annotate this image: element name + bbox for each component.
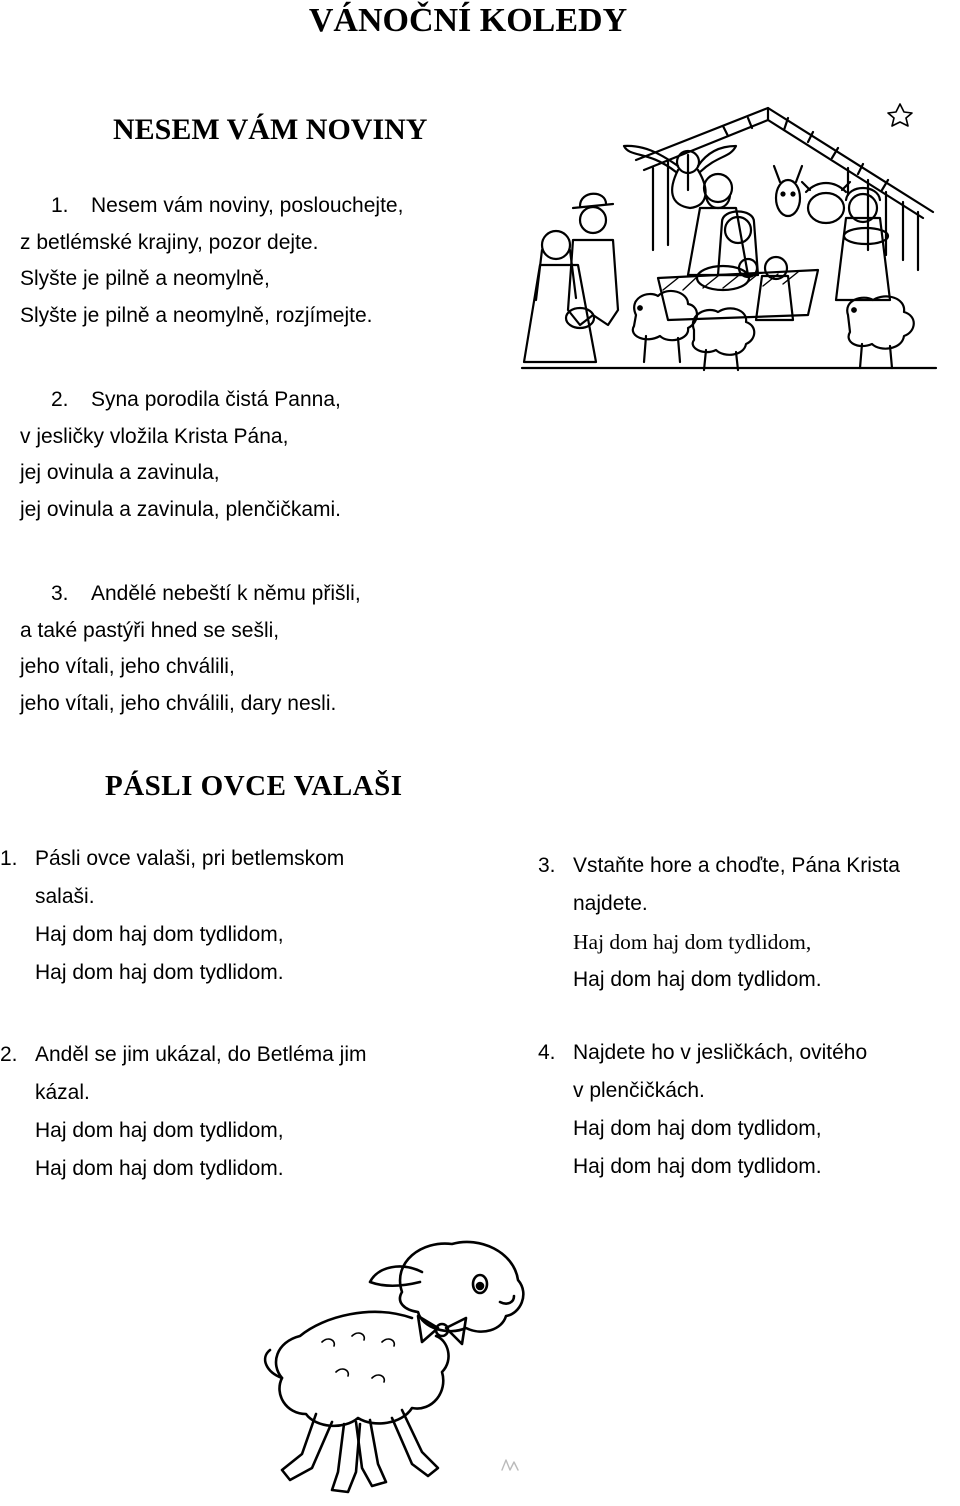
lamb-illustration — [252, 1232, 552, 1502]
verse-line: 2. Anděl se jim ukázal, do Betléma jim — [0, 1036, 366, 1074]
song2-verse-1 — [0, 840, 344, 992]
verse-line: Haj dom haj dom tydlidom, — [573, 1117, 822, 1140]
verse-line: salaši. — [35, 885, 95, 908]
verse-line: v plenčičkách. — [573, 1079, 705, 1102]
verse-number: 3. — [538, 854, 556, 877]
verse-line: kázal. — [35, 1081, 90, 1104]
verse-line: Haj dom haj dom tydlidom. — [35, 961, 284, 984]
song1-verse-1 — [20, 188, 403, 334]
verse-line: Haj dom haj dom tydlidom. — [573, 1155, 822, 1178]
verse-line: Haj dom haj dom tydlidom, — [35, 923, 284, 946]
verse-line: z betlémské krajiny, pozor dejte. — [20, 230, 319, 254]
verse-line: Slyšte je pilně a neomylně, — [20, 267, 270, 290]
verse-line: jej ovinula a zavinula, plenčičkami. — [20, 497, 341, 521]
verse-number: 2. — [0, 1043, 18, 1066]
verse-line: 2. Syna porodila čistá Panna, — [20, 382, 341, 419]
song1-verse-2 — [20, 382, 341, 528]
verse-line: 3. Vstaňte hore a choďte, Pána Krista — [538, 847, 900, 885]
song2-verse-4 — [538, 1034, 867, 1186]
verse-line: Haj dom haj dom tydlidom, — [573, 930, 812, 954]
verse-number: 1. — [51, 194, 69, 217]
verse-number: 3. — [51, 582, 69, 605]
song2-verse-3 — [538, 847, 900, 999]
verse-number: 4. — [538, 1041, 556, 1064]
verse-line: jeho vítali, jeho chválili, — [20, 655, 235, 678]
page-title: VÁNOČNÍ KOLEDY — [308, 2, 628, 39]
verse-number: 2. — [51, 388, 69, 411]
verse-line: Haj dom haj dom tydlidom. — [35, 1157, 284, 1180]
verse-line: 3. Andělé nebeští k němu přišli, — [20, 576, 361, 613]
verse-line: Haj dom haj dom tydlidom. — [573, 968, 822, 991]
verse-line: a také pastýři hned se sešli, — [20, 618, 280, 642]
song-title-pasli-ovce-valasi: PÁSLI OVCE VALAŠI — [105, 770, 403, 802]
verse-line: v jesličky vložila Krista Pána, — [20, 424, 289, 448]
song2-verse-2 — [0, 1036, 366, 1188]
verse-number: 1. — [0, 847, 18, 870]
nativity-scene-illustration — [518, 100, 938, 375]
verse-line: 1. Pásli ovce valaši, pri betlemskom — [0, 840, 344, 878]
verse-line: 1. Nesem vám noviny, poslouchejte, — [20, 188, 403, 225]
verse-line: jej ovinula a zavinula, — [20, 461, 220, 484]
song-title-nesem-vam-noviny: NESEM VÁM NOVINY — [113, 113, 428, 146]
verse-line: Slyšte je pilně a neomylně, rozjímejte. — [20, 303, 373, 327]
verse-line: Haj dom haj dom tydlidom, — [35, 1119, 284, 1142]
song1-verse-3 — [20, 576, 361, 722]
verse-line: 4. Najdete ho v jesličkách, ovitého — [538, 1034, 867, 1072]
verse-line: najdete. — [573, 892, 648, 915]
verse-line: jeho vítali, jeho chválili, dary nesli. — [20, 691, 337, 715]
